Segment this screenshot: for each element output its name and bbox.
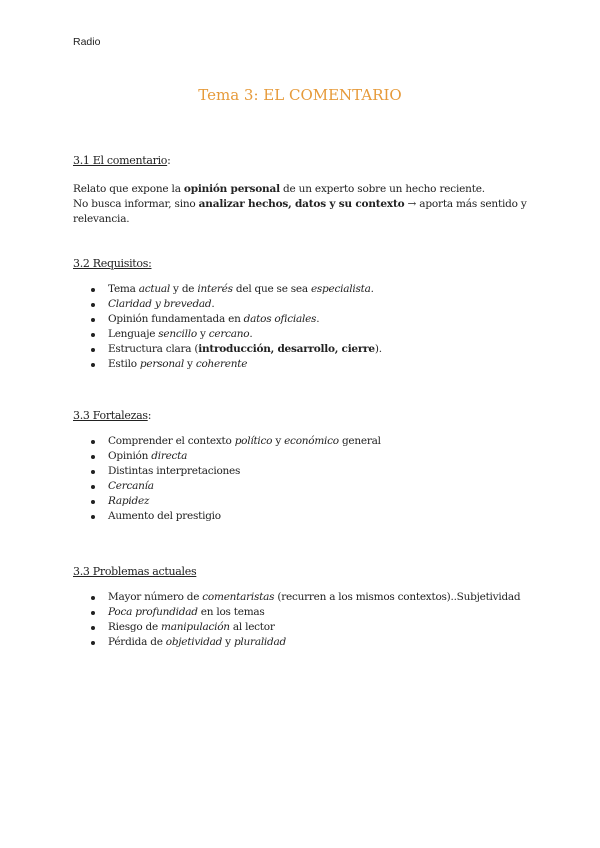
list-item: [73, 449, 381, 464]
definition-paragraph-2: [73, 197, 543, 227]
requisitos-list: [73, 282, 382, 372]
text-run: en los temas: [197, 606, 265, 618]
bold-run: introducción, desarrollo, cierre: [198, 343, 375, 355]
italic-run: comentaristas: [202, 591, 275, 603]
list-item: [73, 620, 520, 635]
italic-run: político: [234, 435, 273, 447]
heading-text: 3.3 Fortalezas: [73, 409, 148, 422]
list-item: [73, 434, 381, 449]
italic-run: Claridad y brevedad: [108, 298, 212, 310]
section-heading-problemas: 3.3 Problemas actuales: [73, 565, 197, 578]
list-item: [73, 590, 520, 605]
definition-paragraph-1: [73, 182, 543, 197]
section-heading-requisitos: 3.2 Requisitos:: [73, 257, 152, 270]
text-run: → aporta más sentido y relevancia.: [73, 198, 527, 225]
heading-text: 3.1 El comentario: [73, 154, 168, 167]
list-item: [73, 635, 520, 650]
italic-run: manipulación: [161, 621, 230, 633]
text-run: Pérdida de: [108, 636, 166, 648]
fortalezas-list: [73, 434, 381, 524]
text-run: Tema: [108, 283, 139, 295]
heading-colon: :: [167, 154, 171, 167]
section-heading-comentario: [73, 154, 171, 167]
list-item: [73, 464, 381, 479]
list-item: [73, 342, 382, 357]
text-run: .: [249, 328, 253, 340]
text-run: y: [196, 328, 209, 340]
italic-run: cercano: [208, 328, 250, 340]
text-run: y: [222, 636, 234, 648]
text-run: y: [272, 435, 285, 447]
list-item: [73, 282, 382, 297]
list-item: [73, 297, 382, 312]
text-run: Relato que expone la: [73, 183, 184, 195]
text-run: general: [338, 435, 381, 447]
italic-run: interés: [197, 283, 233, 295]
heading-colon: :: [147, 409, 152, 422]
text-run: y: [183, 358, 196, 370]
italic-run: objetividad: [165, 636, 223, 648]
problemas-list: [73, 590, 520, 650]
page-header: Radio: [73, 36, 101, 48]
list-item: [73, 479, 381, 494]
text-run: Estilo: [108, 358, 140, 370]
bold-run: opinión personal: [183, 183, 280, 195]
text-run: Distintas interpretaciones: [108, 465, 241, 477]
text-run: Comprender el contexto: [108, 435, 235, 447]
italic-run: datos oficiales: [243, 313, 317, 325]
text-run: .: [370, 283, 374, 295]
italic-run: actual: [138, 283, 170, 295]
text-run: Estructura clara (: [108, 343, 199, 355]
text-run: Opinión fundamentada en: [108, 313, 244, 325]
italic-run: Rapidez: [108, 495, 150, 507]
text-run: Aumento del prestigio: [108, 510, 221, 522]
text-run: Mayor número de: [108, 591, 203, 603]
text-run: .: [211, 298, 215, 310]
list-item: [73, 327, 382, 342]
italic-run: Poca profundidad: [108, 606, 198, 618]
text-run: y de: [169, 283, 198, 295]
text-run: del que se sea: [232, 283, 311, 295]
document-title: Tema 3: EL COMENTARIO: [198, 86, 402, 104]
text-run: al lector: [229, 621, 275, 633]
text-run: Opinión: [108, 450, 152, 462]
text-run: de un experto sobre un hecho reciente.: [279, 183, 485, 195]
text-run: (recurren a los mismos contextos)..Subjetividad: [274, 591, 521, 603]
italic-run: económico: [284, 435, 339, 447]
list-item: [73, 494, 381, 509]
text-run: ).: [374, 343, 382, 355]
list-item: [73, 312, 382, 327]
italic-run: especialista: [310, 283, 371, 295]
list-item: [73, 509, 381, 524]
text-run: Riesgo de: [108, 621, 162, 633]
italic-run: Cercanía: [108, 480, 154, 492]
text-run: .: [316, 313, 320, 325]
bold-run: analizar hechos, datos y su contexto: [198, 198, 405, 210]
italic-run: directa: [151, 450, 188, 462]
text-run: No busca informar, sino: [73, 198, 199, 210]
list-item: [73, 605, 520, 620]
italic-run: sencillo: [158, 328, 197, 340]
list-item: [73, 357, 382, 372]
italic-run: personal: [139, 358, 184, 370]
italic-run: pluralidad: [233, 636, 286, 648]
text-run: Lenguaje: [108, 328, 159, 340]
italic-run: coherente: [195, 358, 248, 370]
section-heading-fortalezas: [73, 409, 151, 422]
